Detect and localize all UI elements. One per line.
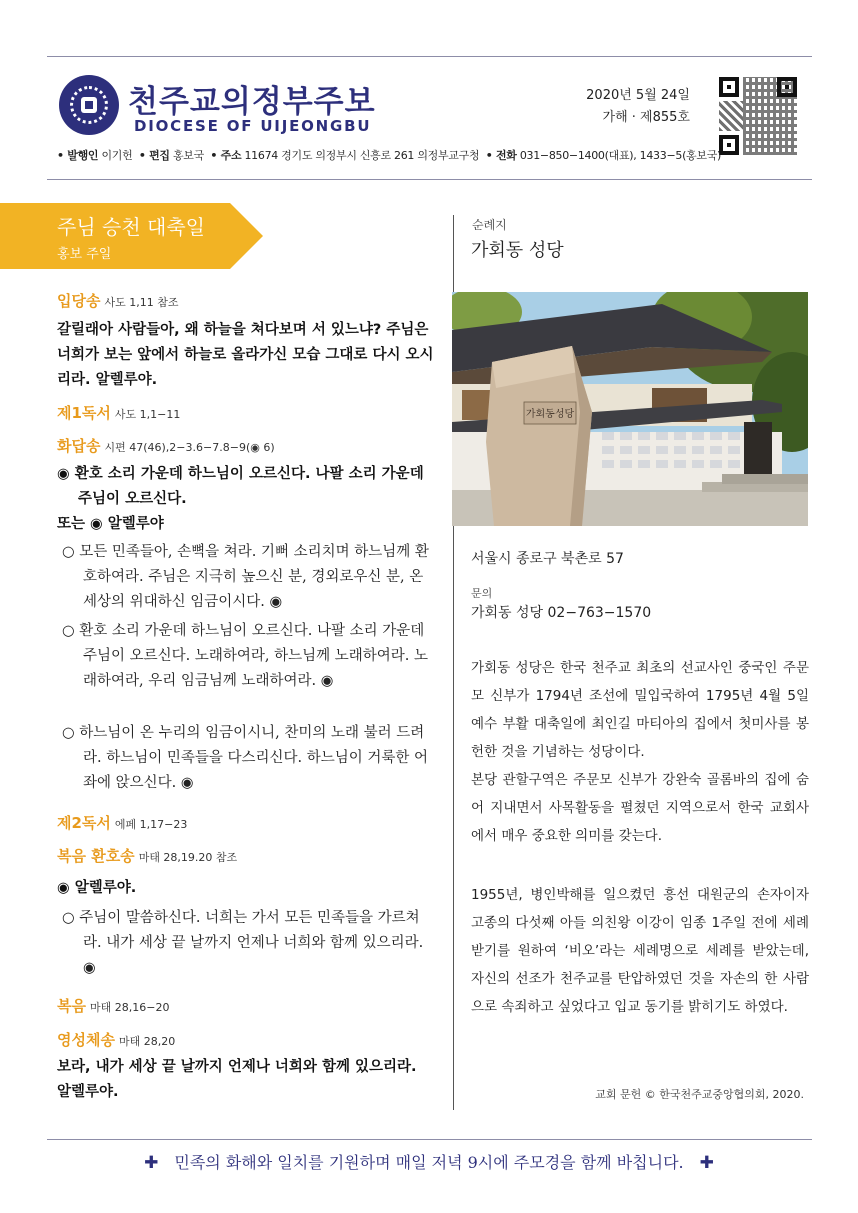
psalm-alternative: 또는 ◉ 알렐루야: [57, 516, 164, 532]
footer-rule: [47, 1139, 812, 1140]
issue-date: 2020년 5월 24일: [586, 88, 690, 103]
entrance-antiphon-text: 갈릴래아 사람들아, 왜 하늘을 쳐다보며 서 있느냐? 주님은 너희가 보는 앞에서 하늘로 올라가신 모습 그대로 다시 오시리라. 알렐루야.: [57, 322, 434, 388]
feast-title: 주님 승천 대축일: [57, 215, 205, 239]
church-address: 서울시 종로구 북촌로 57: [471, 551, 624, 567]
church-description-paragraph: 본당 관할구역은 주문모 신부가 강완숙 골롬바의 집에 숨어 지내면서 사목활동을 펼쳤던 지역으로서 한국 교회사에서 매우 중요한 의미를 갖는다.: [471, 772, 809, 844]
copyright-notice: 교회 문헌 © 한국천주교중앙협의회, 2020.: [595, 1088, 804, 1101]
entrance-antiphon-heading: 입당송 사도 1,11 참조: [57, 292, 179, 310]
footer-prayer-line: [0, 1150, 858, 1173]
gospel-acclamation-heading: 복음 환호송 마태 28,19.20 참조: [57, 847, 238, 865]
issue-number: 가해 · 제855호: [602, 110, 690, 125]
church-description-paragraph: 1955년, 병인박해를 일으켰던 흥선 대원군의 손자이자 고종의 다섯째 아들 의친왕 이강이 임종 1주일 전에 세례받기를 원하여 ‘비오’라는 세례명으로 세례를 받았는데, 자신의 선조가 천주교를 탄압하였던 것을 자손의 한 사람으로 속죄하고 싶었다고 입교 동기를 밝히기도 하였다.: [471, 887, 809, 1015]
second-reading-heading: 제2독서 에페 1,17−23: [57, 814, 188, 832]
header-rule: [47, 179, 812, 180]
psalm-heading: 화답송 시편 47(46),2−3.6−7.8−9(◉ 6): [57, 437, 275, 455]
first-reading-heading: 제1독서 사도 1,1−11: [57, 404, 181, 422]
psalm-verse: ○ 모든 민족들아, 손뼉을 쳐라. 기뻐 소리치며 하느님께 환호하여라. 주님은 지극히 높으신 분, 경외로우신 분, 온 세상의 위대하신 임금이시다. ◉: [62, 544, 429, 610]
qr-code-icon[interactable]: [719, 77, 797, 155]
feast-subtitle: 홍보 주일: [57, 247, 112, 262]
diocese-logo: [59, 75, 119, 135]
stone-inscription: 가회동성당: [525, 409, 575, 420]
psalm-response: ◉ 환호 소리 가운데 하느님이 오르신다. 나팔 소리 가운데 주님이 오르신다.: [57, 466, 424, 507]
contact-info: 가회동 성당 02−763−1570: [471, 605, 652, 621]
publisher-info: • 발행인 이기헌 • 편집 홍보국 • 주소 11674 경기도 의정부시 신흥로 261 의정부교구청 • 전화 031−850−1400(대표), 1433−5(홍보국): [57, 149, 722, 162]
cross-icon: ✚: [144, 1153, 159, 1173]
gospel-heading: 복음 마태 28,16−20: [57, 997, 170, 1015]
brand-title-ko: 천주교의정부주보: [128, 84, 376, 120]
psalm-verse: ○ 하느님이 온 누리의 임금이시니, 찬미의 노래 불러 드려라. 하느님이 민족들을 다스리신다. 하느님이 거룩한 어좌에 앉으신다. ◉: [62, 725, 429, 791]
gospel-acclamation-verse: ○ 주님이 말씀하신다. 너희는 가서 모든 민족들을 가르쳐라. 내가 세상 끝 날까지 언제나 너희와 함께 있으리라. ◉: [62, 910, 424, 976]
pilgrimage-title: 가회동 성당: [471, 240, 564, 261]
cross-icon: ✚: [699, 1153, 714, 1173]
communion-antiphon-text: 보라, 내가 세상 끝 날까지 언제나 너희와 함께 있으리라. 알렐루야.: [57, 1059, 417, 1100]
psalm-verse: ○ 환호 소리 가운데 하느님이 오르신다. 나팔 소리 가운데 주님이 오르신다. 노래하여라, 하느님께 노래하여라. 노래하여라, 우리 임금님께 노래하여라. ◉: [62, 623, 429, 689]
top-rule: [47, 56, 812, 57]
gospel-acclamation-response: ◉ 알렐루야.: [57, 880, 137, 896]
footer-text: 민족의 화해와 일치를 기원하며 매일 저녁 9시에 주모경을 함께 바칩니다.: [174, 1153, 684, 1172]
church-photo: [452, 292, 808, 526]
church-description-paragraph: 가회동 성당은 한국 천주교 최초의 선교사인 중국인 주문모 신부가 1794년 조선에 밀입국하여 1795년 4월 5일 예수 부활 대축일에 최인길 마티아의 집에서 첫미사를 봉헌한 것을 기념하는 성당이다.: [471, 660, 809, 760]
contact-label: 문의: [471, 587, 493, 600]
communion-antiphon-heading: 영성체송 마태 28,20: [57, 1031, 176, 1049]
brand-title-en: DIOCESE OF UIJEONGBU: [134, 117, 372, 135]
pilgrimage-label: 순례지: [472, 218, 507, 232]
